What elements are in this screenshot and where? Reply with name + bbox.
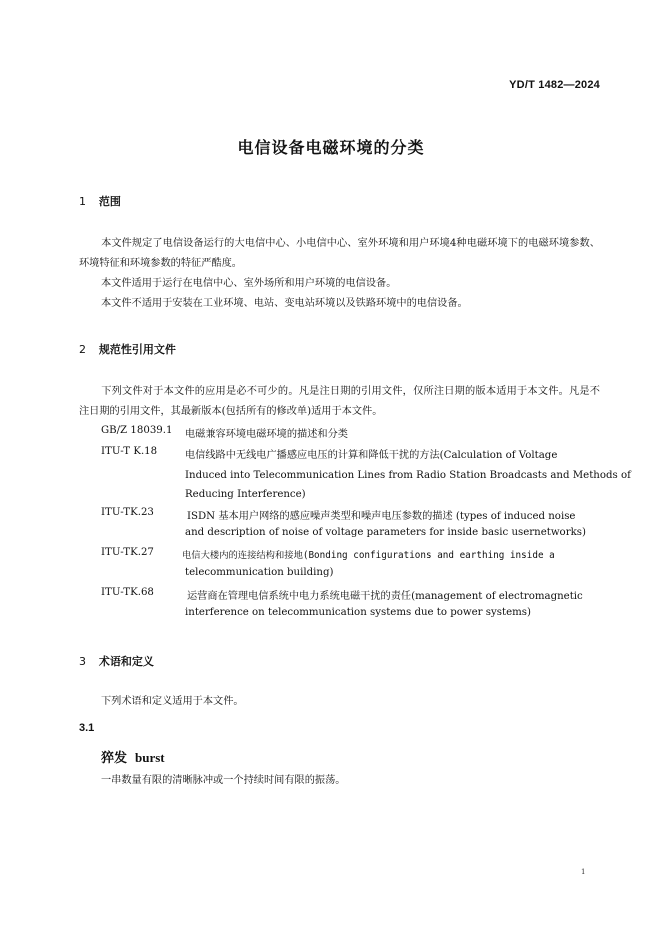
section-3-number: 3 (79, 655, 86, 668)
ref-code-gbz-18039-1: GB/Z 18039.1 (101, 425, 173, 436)
term-definition: 一串数量有限的清晰脉冲或一个持续时间有限的振荡。 (101, 775, 346, 786)
ref-text-itu-t-k18-line-2: Induced into Telecommunication Lines from Radio Station Broadcasts and Methods of (185, 470, 631, 481)
terms-intro: 下列术语和定义适用于本文件。 (101, 696, 244, 707)
ref-code-itu-tk68: ITU-TK.68 (101, 587, 154, 598)
ref-text-itu-tk27-line-2: telecommunication building) (185, 567, 334, 578)
term-zh: 猝发 (101, 751, 128, 766)
ref-text-itu-tk27-line-1: 电信大楼内的连接结构和接地(Bonding configurations and earthing inside a (182, 550, 555, 561)
standard-number: YD/T 1482—2024 (509, 79, 600, 91)
scope-paragraph-3: 本文件不适用于安装在工业环境、电站、变电站环境以及铁路环境中的电信设备。 (101, 298, 468, 309)
section-2-title: 规范性引用文件 (98, 343, 176, 356)
ref-code-itu-t-k18: ITU-T K.18 (101, 446, 158, 457)
page-number: 1 (581, 868, 586, 876)
ref-code-itu-tk23: ITU-TK.23 (101, 507, 154, 518)
normative-refs-intro: 下列文件对于本文件的应用是必不可少的。凡是注日期的引用文件，仅所注日期的版本适用于本文件。凡是不注日期的引用文件，其最新版本(包括所有的修改单)适用于本文件。 (79, 386, 600, 417)
ref-text-itu-tk68-line-1: 运营商在管理电信系统中电力系统电磁干扰的责任(management of electromagnetic (187, 591, 583, 602)
scope-paragraph-2: 本文件适用于运行在电信中心、室外场所和用户环境的电信设备。 (101, 278, 397, 289)
section-1-heading (79, 193, 121, 209)
ref-code-itu-tk27: ITU-TK.27 (101, 547, 154, 558)
ref-text-itu-tk23-line-2: and description of noise of voltage parameters for inside basic usernetworks) (185, 527, 586, 538)
section-1-title: 范围 (98, 195, 121, 208)
document-title: 电信设备电磁环境的分类 (237, 138, 425, 157)
section-1-number: 1 (79, 195, 86, 208)
section-2-number: 2 (79, 343, 86, 356)
term-title (101, 747, 165, 766)
ref-text-gbz-18039-1: 电磁兼容环境电磁环境的描述和分类 (185, 429, 348, 440)
ref-text-itu-tk23-line-1: ISDN 基本用户网络的感应噪声类型和噪声电压参数的描述 (types of induced noise (187, 511, 576, 522)
term-en: burst (135, 750, 165, 765)
ref-text-itu-t-k18-line-1: 电信线路中无线电广播感应电压的计算和降低干扰的方法(Calculation of Voltage (185, 450, 558, 461)
section-3-heading (79, 653, 154, 669)
section-2-heading (79, 341, 176, 357)
scope-paragraph-1: 本文件规定了电信设备运行的大电信中心、小电信中心、室外环境和用户环境4种电磁环境下的电磁环境参数、环境特征和环境参数的特征严酷度。 (79, 238, 600, 269)
term-number: 3.1 (79, 722, 95, 734)
ref-text-itu-t-k18-line-3: Reducing Interference) (185, 489, 306, 500)
ref-text-itu-tk68-line-2: interference on telecommunication systems due to power systems) (185, 607, 531, 618)
section-3-title: 术语和定义 (98, 655, 154, 668)
